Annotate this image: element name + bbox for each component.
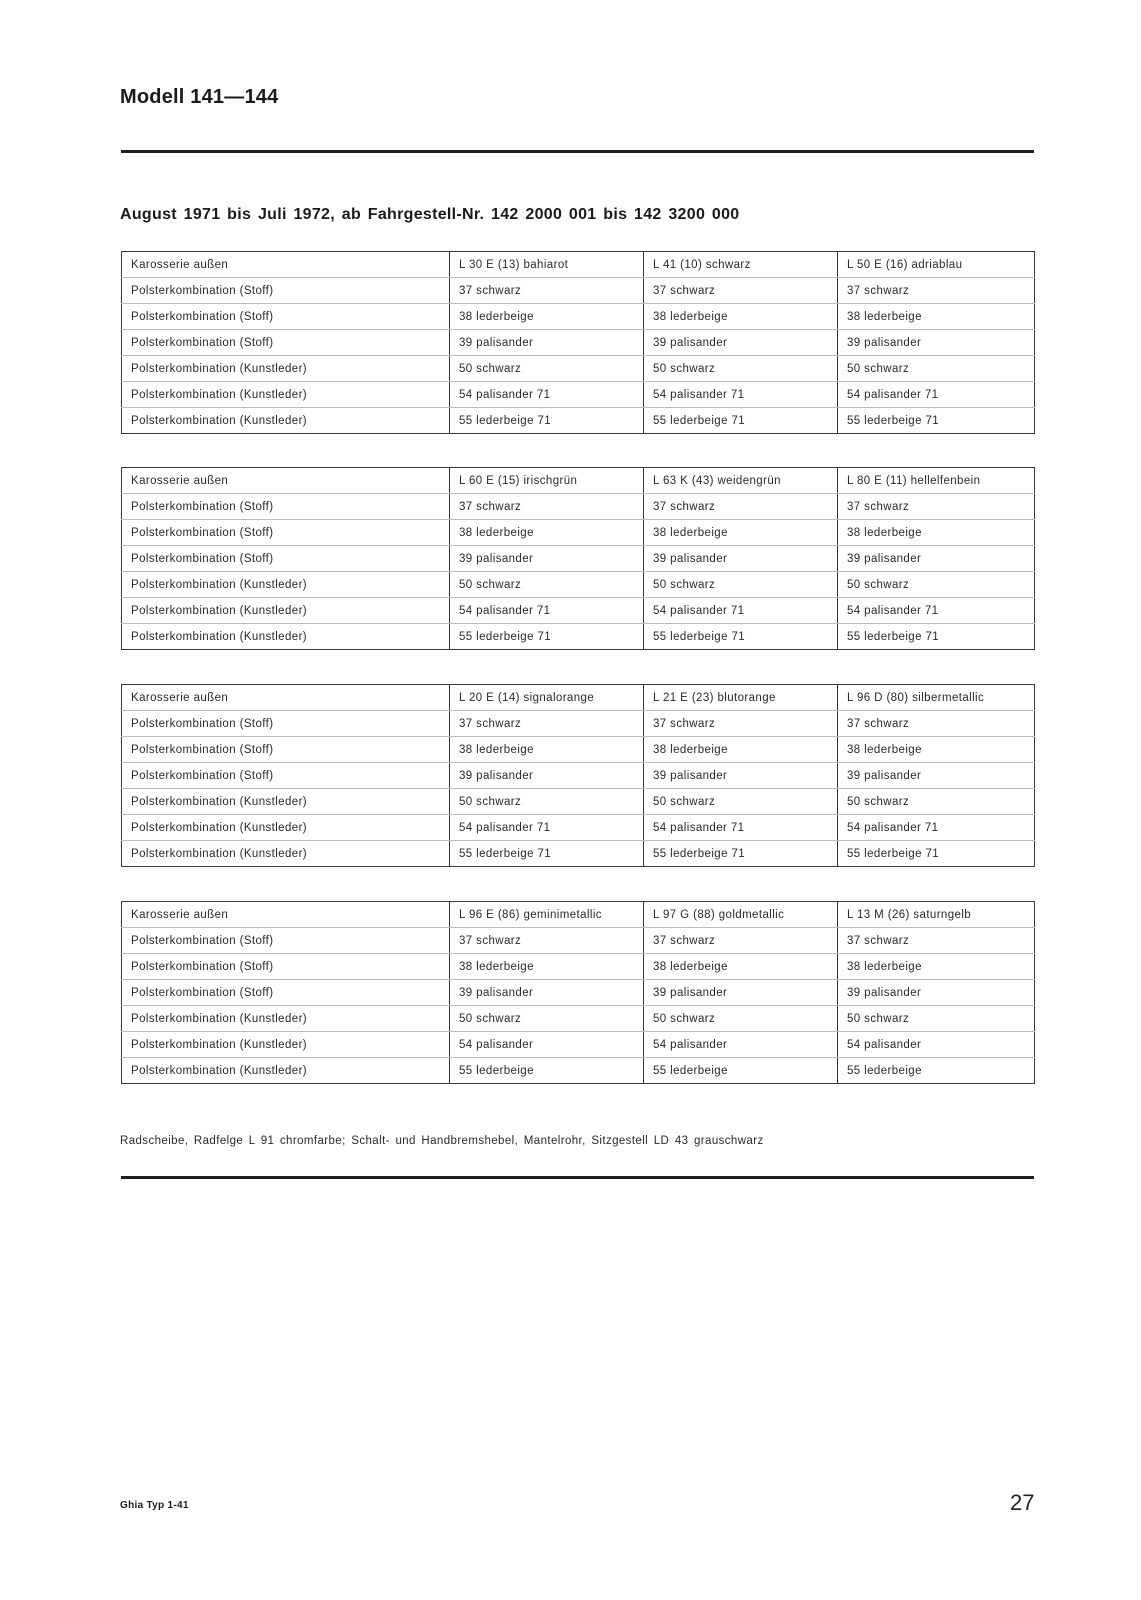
upholstery-cell: 54 palisander 71	[838, 598, 1035, 624]
upholstery-cell: 55 lederbeige 71	[838, 408, 1035, 434]
upholstery-cell: 55 lederbeige	[838, 1058, 1035, 1084]
upholstery-label-cell: Polsterkombination (Kunstleder)	[122, 598, 450, 624]
table-row	[122, 356, 1035, 382]
upholstery-cell: 37 schwarz	[644, 928, 838, 954]
upholstery-cell: 38 lederbeige	[838, 520, 1035, 546]
table-row	[122, 304, 1035, 330]
upholstery-cell: 37 schwarz	[644, 494, 838, 520]
table-row	[122, 815, 1035, 841]
table-header-row	[122, 468, 1035, 494]
upholstery-cell: 55 lederbeige 71	[450, 408, 644, 434]
upholstery-cell: 38 lederbeige	[450, 520, 644, 546]
table-header-row	[122, 252, 1035, 278]
table-row	[122, 1006, 1035, 1032]
color-table-4	[121, 901, 1035, 1084]
upholstery-cell: 54 palisander 71	[644, 815, 838, 841]
paint-color-cell: L 96 D (80) silbermetallic	[838, 685, 1035, 711]
paint-color-cell: L 20 E (14) signalorange	[450, 685, 644, 711]
upholstery-label-cell: Polsterkombination (Stoff)	[122, 520, 450, 546]
upholstery-cell: 54 palisander 71	[450, 598, 644, 624]
table-row	[122, 572, 1035, 598]
upholstery-label-cell: Polsterkombination (Kunstleder)	[122, 356, 450, 382]
upholstery-cell: 37 schwarz	[838, 928, 1035, 954]
upholstery-label-cell: Polsterkombination (Stoff)	[122, 330, 450, 356]
table-row	[122, 980, 1035, 1006]
upholstery-cell: 37 schwarz	[450, 278, 644, 304]
upholstery-cell: 39 palisander	[644, 330, 838, 356]
upholstery-label-cell: Polsterkombination (Stoff)	[122, 304, 450, 330]
upholstery-cell: 39 palisander	[644, 980, 838, 1006]
table-row	[122, 1058, 1035, 1084]
paint-color-cell: L 96 E (86) geminimetallic	[450, 902, 644, 928]
section-subtitle: August 1971 bis Juli 1972, ab Fahrgestell-Nr. 142 2000 001 bis 142 3200 000	[120, 206, 740, 223]
upholstery-cell: 38 lederbeige	[838, 954, 1035, 980]
upholstery-label-cell: Polsterkombination (Kunstleder)	[122, 1032, 450, 1058]
upholstery-cell: 39 palisander	[450, 330, 644, 356]
upholstery-cell: 37 schwarz	[644, 711, 838, 737]
table-row	[122, 382, 1035, 408]
upholstery-cell: 38 lederbeige	[450, 737, 644, 763]
paint-color-cell: L 97 G (88) goldmetallic	[644, 902, 838, 928]
upholstery-label-cell: Polsterkombination (Stoff)	[122, 763, 450, 789]
upholstery-label-cell: Polsterkombination (Stoff)	[122, 711, 450, 737]
upholstery-cell: 50 schwarz	[644, 789, 838, 815]
upholstery-cell: 37 schwarz	[450, 494, 644, 520]
page-number: 27	[1010, 1490, 1035, 1515]
upholstery-cell: 55 lederbeige 71	[644, 624, 838, 650]
upholstery-cell: 50 schwarz	[450, 572, 644, 598]
upholstery-cell: 39 palisander	[644, 546, 838, 572]
upholstery-cell: 39 palisander	[838, 546, 1035, 572]
upholstery-label-cell: Polsterkombination (Kunstleder)	[122, 815, 450, 841]
upholstery-label-cell: Polsterkombination (Stoff)	[122, 980, 450, 1006]
upholstery-cell: 54 palisander 71	[838, 382, 1035, 408]
upholstery-label-cell: Polsterkombination (Stoff)	[122, 494, 450, 520]
upholstery-cell: 39 palisander	[838, 980, 1035, 1006]
paint-color-cell: L 13 M (26) saturngelb	[838, 902, 1035, 928]
upholstery-label-cell: Polsterkombination (Kunstleder)	[122, 1006, 450, 1032]
upholstery-cell: 50 schwarz	[644, 1006, 838, 1032]
table-row	[122, 928, 1035, 954]
table-row	[122, 954, 1035, 980]
paint-color-cell: L 80 E (11) hellelfenbein	[838, 468, 1035, 494]
upholstery-cell: 38 lederbeige	[644, 520, 838, 546]
upholstery-label-cell: Polsterkombination (Stoff)	[122, 737, 450, 763]
upholstery-label-cell: Polsterkombination (Kunstleder)	[122, 572, 450, 598]
upholstery-label-cell: Polsterkombination (Stoff)	[122, 928, 450, 954]
upholstery-cell: 54 palisander	[838, 1032, 1035, 1058]
upholstery-label-cell: Polsterkombination (Kunstleder)	[131, 414, 308, 427]
upholstery-label-cell: Polsterkombination (Stoff)	[122, 278, 450, 304]
upholstery-cell: 37 schwarz	[838, 494, 1035, 520]
table-row	[122, 278, 1035, 304]
upholstery-cell: 50 schwarz	[644, 356, 838, 382]
table-row	[122, 763, 1035, 789]
table-row	[122, 711, 1035, 737]
paint-color-cell: L 41 (10) schwarz	[644, 252, 838, 278]
table-header-row	[122, 685, 1035, 711]
upholstery-cell: 38 lederbeige	[838, 737, 1035, 763]
upholstery-label-cell: Polsterkombination (Kunstleder)	[122, 382, 450, 408]
header-label-cell: Karosserie außen	[122, 902, 450, 928]
upholstery-cell: 50 schwarz	[450, 789, 644, 815]
header-label-cell: Karosserie außen	[122, 468, 450, 494]
upholstery-cell: 38 lederbeige	[450, 954, 644, 980]
color-table-1	[121, 251, 1035, 434]
upholstery-cell: 54 palisander 71	[644, 598, 838, 624]
upholstery-cell: 55 lederbeige 71	[838, 624, 1035, 650]
upholstery-cell: 38 lederbeige	[644, 304, 838, 330]
upholstery-cell: 37 schwarz	[450, 711, 644, 737]
table-row	[122, 494, 1035, 520]
paint-color-cell: L 60 E (15) irischgrün	[450, 468, 644, 494]
upholstery-cell: 54 palisander	[644, 1032, 838, 1058]
table-row	[122, 598, 1035, 624]
table-header-row	[122, 902, 1035, 928]
upholstery-cell: 37 schwarz	[450, 928, 644, 954]
upholstery-cell: 37 schwarz	[838, 711, 1035, 737]
bottom-rule	[121, 1176, 1034, 1179]
upholstery-cell: 39 palisander	[450, 980, 644, 1006]
upholstery-cell: 54 palisander 71	[450, 382, 644, 408]
upholstery-cell: 38 lederbeige	[644, 954, 838, 980]
upholstery-cell: 39 palisander	[838, 763, 1035, 789]
upholstery-cell: 50 schwarz	[838, 572, 1035, 598]
upholstery-cell: 55 lederbeige 71	[644, 408, 838, 434]
paint-color-cell: L 50 E (16) adriablau	[838, 252, 1035, 278]
table-row	[122, 737, 1035, 763]
paint-color-cell: L 63 K (43) weidengrün	[644, 468, 838, 494]
table-row	[122, 841, 1035, 867]
upholstery-cell: 50 schwarz	[644, 572, 838, 598]
upholstery-cell: 39 palisander	[838, 330, 1035, 356]
upholstery-cell: 54 palisander 71	[450, 815, 644, 841]
upholstery-cell: 37 schwarz	[838, 278, 1035, 304]
upholstery-label-cell: Polsterkombination (Stoff)	[122, 546, 450, 572]
upholstery-cell: 50 schwarz	[450, 356, 644, 382]
paint-color-cell: L 30 E (13) bahiarot	[450, 252, 644, 278]
upholstery-cell: 55 lederbeige	[450, 1058, 644, 1084]
table-row	[122, 789, 1035, 815]
table-row	[122, 408, 1035, 434]
upholstery-cell: 50 schwarz	[450, 1006, 644, 1032]
upholstery-cell: 50 schwarz	[838, 1006, 1035, 1032]
footer-model-label: Ghia Typ 1-41	[120, 1500, 189, 1511]
paint-color-cell: L 21 E (23) blutorange	[644, 685, 838, 711]
upholstery-cell: 39 palisander	[450, 546, 644, 572]
upholstery-label-cell: Polsterkombination (Stoff)	[122, 954, 450, 980]
upholstery-label-cell: Polsterkombination (Kunstleder)	[131, 1064, 308, 1077]
upholstery-cell: 54 palisander	[450, 1032, 644, 1058]
footnote: Radscheibe, Radfelge L 91 chromfarbe; Schalt- und Handbremshebel, Mantelrohr, Sitzgestell LD 43 grauschwarz	[120, 1135, 764, 1147]
table-row	[122, 546, 1035, 572]
upholstery-cell: 38 lederbeige	[644, 737, 838, 763]
table-row	[122, 624, 1035, 650]
color-table-3	[121, 684, 1035, 867]
page-title: Modell 141—144	[120, 86, 279, 108]
table-row	[122, 520, 1035, 546]
upholstery-label-cell: Polsterkombination (Kunstleder)	[122, 789, 450, 815]
upholstery-cell: 38 lederbeige	[450, 304, 644, 330]
table-row	[122, 1032, 1035, 1058]
top-rule	[121, 150, 1034, 153]
upholstery-label-cell: Polsterkombination (Kunstleder)	[131, 847, 308, 860]
upholstery-cell: 54 palisander 71	[838, 815, 1035, 841]
color-table-2	[121, 467, 1035, 650]
upholstery-cell: 50 schwarz	[838, 356, 1035, 382]
table-row	[122, 330, 1035, 356]
upholstery-cell: 37 schwarz	[644, 278, 838, 304]
upholstery-cell: 38 lederbeige	[838, 304, 1035, 330]
upholstery-cell: 54 palisander 71	[644, 382, 838, 408]
upholstery-cell: 39 palisander	[644, 763, 838, 789]
upholstery-cell: 55 lederbeige 71	[450, 624, 644, 650]
header-label-cell: Karosserie außen	[122, 685, 450, 711]
upholstery-cell: 55 lederbeige 71	[644, 841, 838, 867]
upholstery-cell: 39 palisander	[450, 763, 644, 789]
upholstery-cell: 55 lederbeige 71	[838, 841, 1035, 867]
upholstery-cell: 55 lederbeige	[644, 1058, 838, 1084]
upholstery-label-cell: Polsterkombination (Kunstleder)	[131, 630, 308, 643]
header-label-cell: Karosserie außen	[122, 252, 450, 278]
upholstery-cell: 50 schwarz	[838, 789, 1035, 815]
upholstery-cell: 55 lederbeige 71	[450, 841, 644, 867]
